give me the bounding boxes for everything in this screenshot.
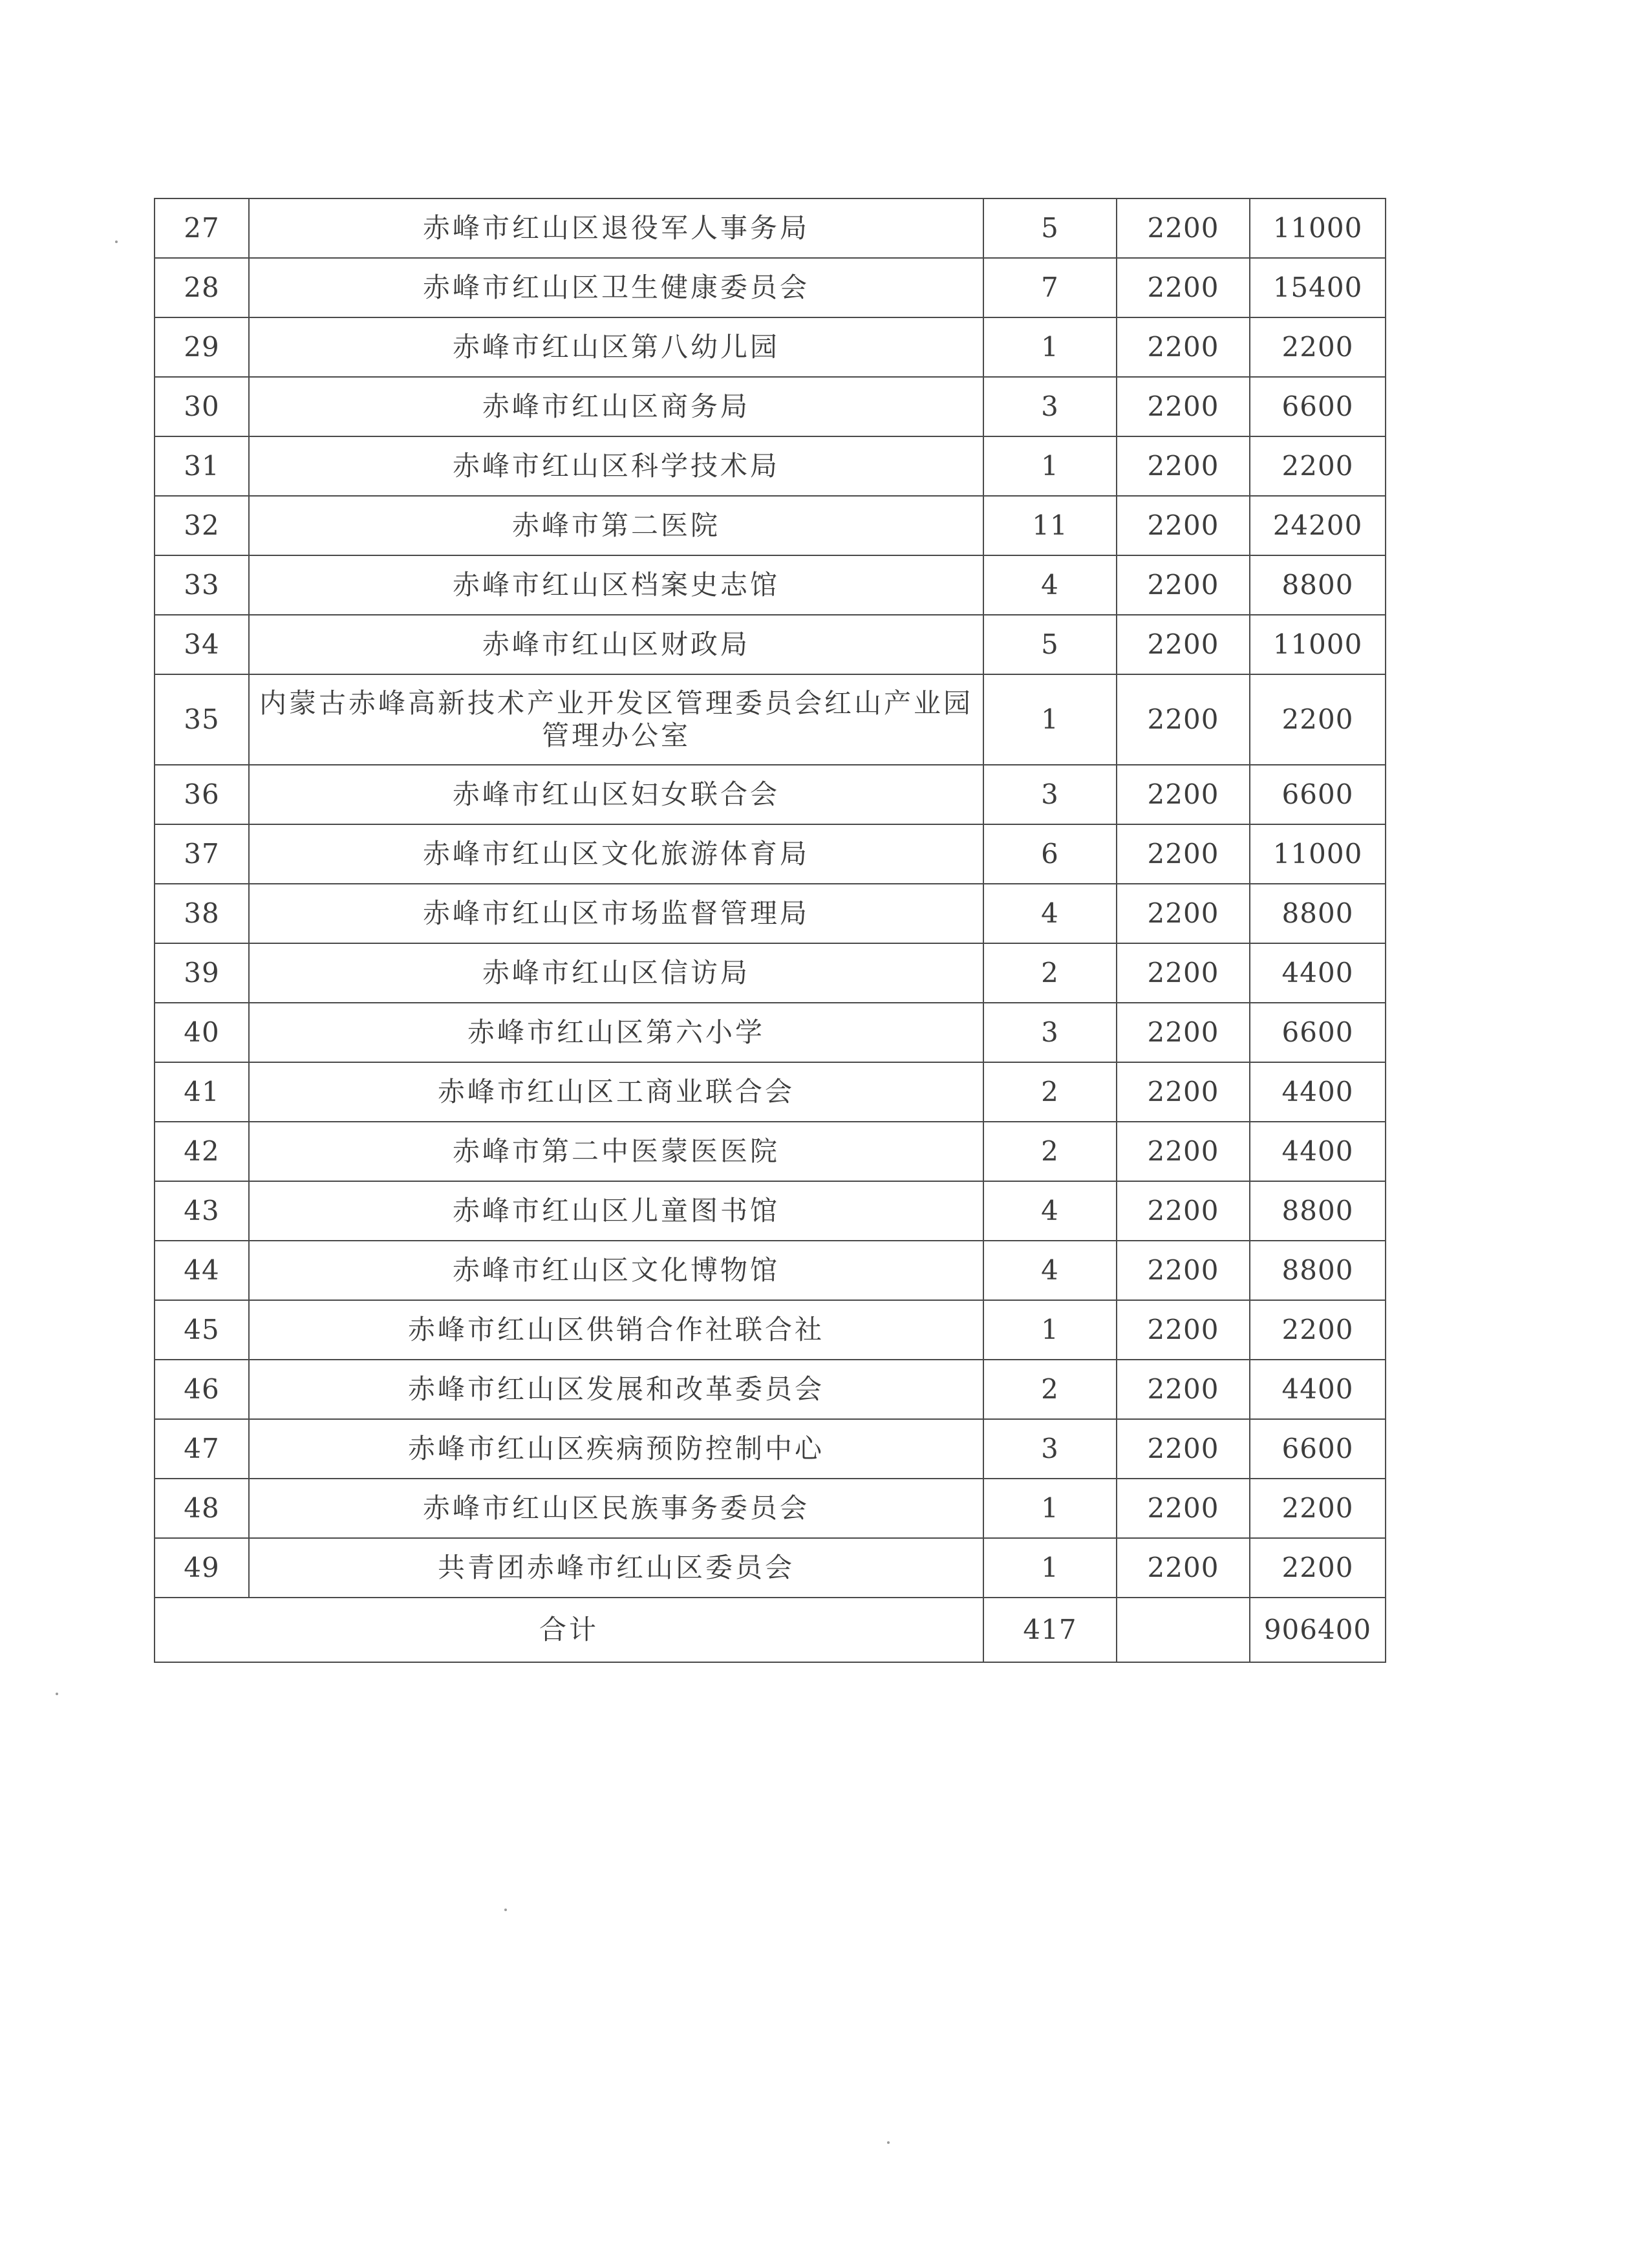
subtotal-amount: 8800 <box>1250 1181 1386 1241</box>
row-number: 45 <box>155 1300 249 1360</box>
unit-name: 赤峰市红山区档案史志馆 <box>249 555 983 615</box>
unit-name: 赤峰市红山区卫生健康委员会 <box>249 258 983 317</box>
unit-name: 赤峰市红山区妇女联合会 <box>249 765 983 824</box>
standard-amount: 2200 <box>1117 198 1250 258</box>
scan-speck <box>56 1693 58 1695</box>
subtotal-amount: 6600 <box>1250 377 1386 436</box>
subtotal-amount: 4400 <box>1250 943 1386 1003</box>
subtotal-amount: 24200 <box>1250 496 1386 555</box>
table-row <box>155 615 1386 674</box>
table-row <box>155 1181 1386 1241</box>
row-number: 39 <box>155 943 249 1003</box>
table-row <box>155 496 1386 555</box>
person-count: 1 <box>983 674 1117 765</box>
unit-name: 赤峰市红山区工商业联合会 <box>249 1062 983 1122</box>
total-amount: 906400 <box>1250 1598 1386 1662</box>
person-count: 1 <box>983 1479 1117 1538</box>
subtotal-amount: 2200 <box>1250 674 1386 765</box>
table-row <box>155 1241 1386 1300</box>
row-number: 33 <box>155 555 249 615</box>
unit-name: 赤峰市红山区商务局 <box>249 377 983 436</box>
person-count: 3 <box>983 1003 1117 1062</box>
person-count: 2 <box>983 1360 1117 1419</box>
person-count: 4 <box>983 1241 1117 1300</box>
row-number: 35 <box>155 674 249 765</box>
subtotal-amount: 2200 <box>1250 1479 1386 1538</box>
unit-name-line-1: 内蒙古赤峰高新技术产业开发区管理委员会红山产业园 <box>259 687 973 719</box>
table-row <box>155 1062 1386 1122</box>
total-standard <box>1117 1598 1250 1662</box>
standard-amount: 2200 <box>1117 615 1250 674</box>
subtotal-amount: 2200 <box>1250 436 1386 496</box>
person-count: 1 <box>983 1538 1117 1598</box>
standard-amount: 2200 <box>1117 317 1250 377</box>
table-row <box>155 1419 1386 1479</box>
person-count: 3 <box>983 765 1117 824</box>
subtotal-amount: 4400 <box>1250 1062 1386 1122</box>
subtotal-amount: 11000 <box>1250 824 1386 884</box>
row-number: 31 <box>155 436 249 496</box>
unit-name: 赤峰市红山区文化博物馆 <box>249 1241 983 1300</box>
row-number: 49 <box>155 1538 249 1598</box>
unit-name: 赤峰市红山区民族事务委员会 <box>249 1479 983 1538</box>
subtotal-amount: 8800 <box>1250 555 1386 615</box>
standard-amount: 2200 <box>1117 436 1250 496</box>
standard-amount: 2200 <box>1117 1538 1250 1598</box>
person-count: 1 <box>983 317 1117 377</box>
person-count: 1 <box>983 1300 1117 1360</box>
table-row <box>155 1300 1386 1360</box>
row-number: 27 <box>155 198 249 258</box>
person-count: 5 <box>983 198 1117 258</box>
standard-amount: 2200 <box>1117 555 1250 615</box>
table-row <box>155 317 1386 377</box>
row-number: 30 <box>155 377 249 436</box>
table-row <box>155 436 1386 496</box>
unit-name-line-2: 管理办公室 <box>541 720 691 751</box>
unit-name: 共青团赤峰市红山区委员会 <box>249 1538 983 1598</box>
unit-name: 赤峰市红山区财政局 <box>249 615 983 674</box>
person-count: 11 <box>983 496 1117 555</box>
unit-name: 赤峰市红山区疾病预防控制中心 <box>249 1419 983 1479</box>
table-row <box>155 1538 1386 1598</box>
person-count: 2 <box>983 1122 1117 1181</box>
row-number: 40 <box>155 1003 249 1062</box>
unit-name: 赤峰市红山区市场监督管理局 <box>249 884 983 943</box>
standard-amount: 2200 <box>1117 1003 1250 1062</box>
person-count: 2 <box>983 1062 1117 1122</box>
unit-name: 赤峰市红山区第八幼儿园 <box>249 317 983 377</box>
unit-name: 赤峰市红山区第六小学 <box>249 1003 983 1062</box>
table-row <box>155 258 1386 317</box>
total-row <box>155 1598 1386 1662</box>
standard-amount: 2200 <box>1117 1479 1250 1538</box>
standard-amount: 2200 <box>1117 884 1250 943</box>
subtotal-amount: 2200 <box>1250 1538 1386 1598</box>
total-label: 合计 <box>155 1598 983 1662</box>
row-number: 32 <box>155 496 249 555</box>
standard-amount: 2200 <box>1117 1181 1250 1241</box>
unit-name: 赤峰市第二医院 <box>249 496 983 555</box>
scan-speck <box>504 1909 507 1911</box>
standard-amount: 2200 <box>1117 1360 1250 1419</box>
subtotal-amount: 4400 <box>1250 1360 1386 1419</box>
standard-amount: 2200 <box>1117 1062 1250 1122</box>
row-number: 44 <box>155 1241 249 1300</box>
person-count: 6 <box>983 824 1117 884</box>
table-row <box>155 824 1386 884</box>
row-number: 41 <box>155 1062 249 1122</box>
table-row <box>155 555 1386 615</box>
standard-amount: 2200 <box>1117 1300 1250 1360</box>
table-row <box>155 198 1386 258</box>
table-row <box>155 674 1386 765</box>
standard-amount: 2200 <box>1117 824 1250 884</box>
row-number: 29 <box>155 317 249 377</box>
row-number: 34 <box>155 615 249 674</box>
row-number: 28 <box>155 258 249 317</box>
standard-amount: 2200 <box>1117 765 1250 824</box>
subtotal-amount: 11000 <box>1250 615 1386 674</box>
subtotal-amount: 2200 <box>1250 317 1386 377</box>
row-number: 37 <box>155 824 249 884</box>
row-number: 46 <box>155 1360 249 1419</box>
person-count: 3 <box>983 1419 1117 1479</box>
table-row <box>155 1122 1386 1181</box>
subtotal-amount: 8800 <box>1250 884 1386 943</box>
row-number: 42 <box>155 1122 249 1181</box>
table-row <box>155 1479 1386 1538</box>
row-number: 43 <box>155 1181 249 1241</box>
row-number: 48 <box>155 1479 249 1538</box>
person-count: 4 <box>983 1181 1117 1241</box>
person-count: 3 <box>983 377 1117 436</box>
standard-amount: 2200 <box>1117 377 1250 436</box>
person-count: 4 <box>983 884 1117 943</box>
subtotal-amount: 6600 <box>1250 765 1386 824</box>
row-number: 36 <box>155 765 249 824</box>
standard-amount: 2200 <box>1117 1122 1250 1181</box>
standard-amount: 2200 <box>1117 258 1250 317</box>
person-count: 2 <box>983 943 1117 1003</box>
standard-amount: 2200 <box>1117 674 1250 765</box>
table-row <box>155 943 1386 1003</box>
allocation-table <box>154 198 1386 1663</box>
subtotal-amount: 15400 <box>1250 258 1386 317</box>
unit-name: 赤峰市红山区文化旅游体育局 <box>249 824 983 884</box>
scan-speck <box>887 2141 890 2144</box>
row-number: 47 <box>155 1419 249 1479</box>
subtotal-amount: 6600 <box>1250 1419 1386 1479</box>
table-row <box>155 1360 1386 1419</box>
unit-name <box>249 674 983 765</box>
standard-amount: 2200 <box>1117 1419 1250 1479</box>
standard-amount: 2200 <box>1117 1241 1250 1300</box>
unit-name: 赤峰市红山区信访局 <box>249 943 983 1003</box>
unit-name: 赤峰市红山区供销合作社联合社 <box>249 1300 983 1360</box>
subtotal-amount: 8800 <box>1250 1241 1386 1300</box>
unit-name: 赤峰市红山区儿童图书馆 <box>249 1181 983 1241</box>
row-number: 38 <box>155 884 249 943</box>
person-count: 5 <box>983 615 1117 674</box>
subtotal-amount: 2200 <box>1250 1300 1386 1360</box>
subtotal-amount: 6600 <box>1250 1003 1386 1062</box>
unit-name: 赤峰市红山区退役军人事务局 <box>249 198 983 258</box>
subtotal-amount: 11000 <box>1250 198 1386 258</box>
person-count: 1 <box>983 436 1117 496</box>
unit-name: 赤峰市第二中医蒙医医院 <box>249 1122 983 1181</box>
table-row <box>155 1003 1386 1062</box>
scan-speck <box>115 241 118 243</box>
standard-amount: 2200 <box>1117 943 1250 1003</box>
unit-name: 赤峰市红山区科学技术局 <box>249 436 983 496</box>
person-count: 4 <box>983 555 1117 615</box>
table-row <box>155 765 1386 824</box>
table-row <box>155 377 1386 436</box>
table-row <box>155 884 1386 943</box>
subtotal-amount: 4400 <box>1250 1122 1386 1181</box>
total-count: 417 <box>983 1598 1117 1662</box>
standard-amount: 2200 <box>1117 496 1250 555</box>
person-count: 7 <box>983 258 1117 317</box>
unit-name: 赤峰市红山区发展和改革委员会 <box>249 1360 983 1419</box>
